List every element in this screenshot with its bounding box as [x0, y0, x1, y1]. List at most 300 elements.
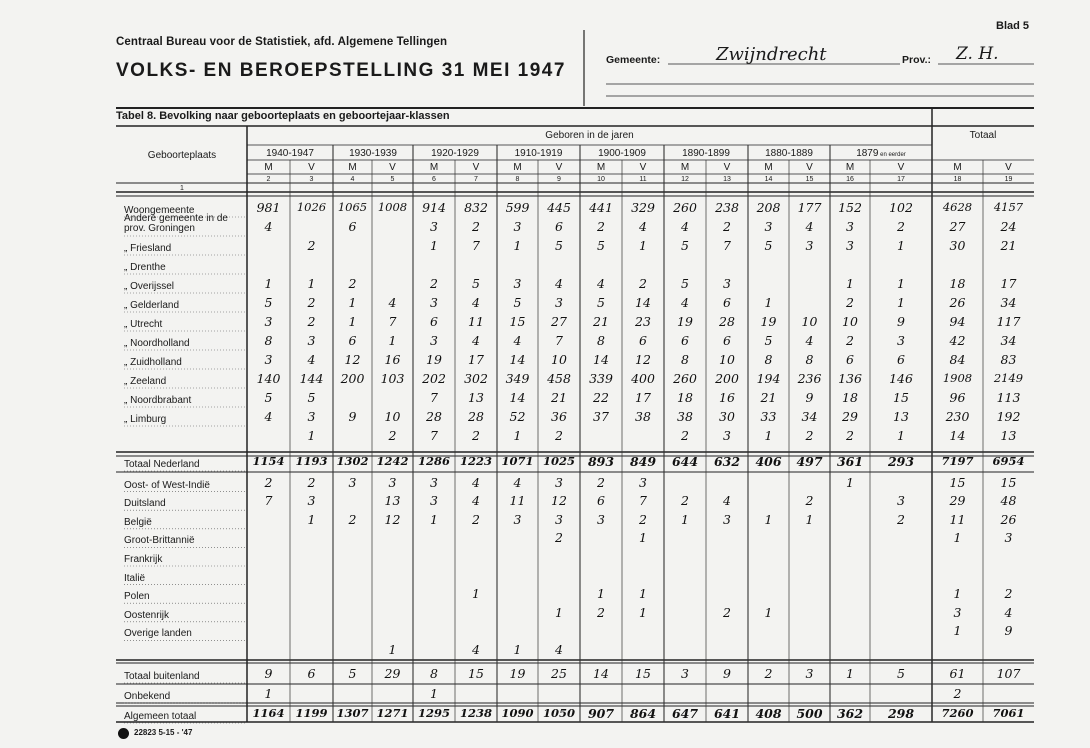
cell-value: 3	[846, 219, 854, 234]
cell-value: 15	[635, 666, 651, 681]
cell-value: 15	[949, 474, 966, 490]
cell-value: 1238	[459, 706, 492, 720]
cell-value: 28	[468, 409, 484, 424]
cell-value: 1	[430, 238, 438, 253]
cell-value: 599	[505, 200, 530, 215]
cell-value: 3	[264, 314, 273, 329]
cell-value: 84	[949, 352, 966, 367]
cell-value: 61	[949, 666, 966, 681]
cell-value: 1199	[295, 706, 328, 720]
cell-value: 6	[639, 333, 647, 348]
cell-value: 16	[384, 352, 401, 367]
cell-value: 1	[805, 511, 814, 527]
cell-value: 3	[764, 219, 773, 234]
cell-value: 2	[846, 333, 854, 348]
col-totaal: Totaal	[969, 130, 997, 141]
cell-value: 9	[723, 666, 731, 681]
cell-value: 6	[681, 333, 689, 348]
cell-value: 302	[464, 371, 488, 386]
group-header: 1910-1919	[514, 148, 563, 159]
cell-value: 19	[760, 314, 777, 329]
cell-value: 4	[264, 409, 273, 424]
cell-value: 500	[796, 706, 823, 721]
row-label: „ Gelderland	[124, 300, 180, 311]
cell-value: 361	[836, 454, 864, 469]
cell-value: 641	[713, 706, 741, 721]
cell-value: 4	[639, 219, 647, 234]
cell-value: 208	[756, 200, 781, 215]
cell-value: 6	[897, 352, 905, 367]
cell-value: 2	[597, 604, 605, 620]
page-number: Blad 5	[996, 20, 1030, 32]
cell-value: 2	[555, 428, 563, 443]
cell-value: 2	[846, 428, 854, 443]
cell-value: 445	[547, 200, 571, 215]
cell-value: 17	[468, 352, 484, 367]
cell-value: 200	[340, 371, 365, 386]
cell-value: 200	[715, 371, 739, 386]
cell-value: 12	[551, 493, 567, 509]
cell-value: 1	[639, 586, 647, 602]
cell-value: 1164	[252, 706, 285, 720]
row-label: „ Overijssel	[124, 281, 175, 292]
cell-value: 6	[348, 219, 357, 234]
cell-value: 1	[348, 295, 357, 310]
cell-value: 7	[430, 428, 438, 443]
cell-value: 1	[388, 333, 397, 348]
cell-value: 849	[629, 454, 657, 469]
cell-value: 7	[388, 314, 397, 329]
cell-value: 136	[838, 371, 862, 386]
cell-value: 24	[1000, 219, 1017, 234]
cell-value: 2	[805, 493, 814, 509]
cell-value: 408	[755, 706, 782, 721]
cell-value: 3	[264, 352, 273, 367]
col-number: 10	[597, 176, 605, 183]
cell-value: 1	[846, 666, 854, 681]
cell-value: 3	[723, 428, 731, 443]
cell-value: 349	[505, 371, 530, 386]
sex-header: M	[845, 162, 855, 173]
cell-value: 2	[472, 219, 480, 234]
province-value: Z. H.	[956, 44, 999, 64]
col-number: 2	[266, 176, 271, 183]
cell-value: 339	[589, 371, 613, 386]
row-label: Polen	[124, 591, 150, 603]
cell-value: 497	[796, 454, 823, 469]
cell-value: 236	[797, 371, 822, 386]
cell-value: 1	[348, 314, 357, 329]
cell-value: 2	[897, 511, 905, 527]
cell-value: 9	[264, 666, 273, 681]
col-geboorteplaats: Geboorteplaats	[147, 150, 217, 161]
gemeente-value: Zwijndrecht	[716, 44, 827, 65]
col-number: 16	[846, 176, 854, 183]
cell-value: 11	[509, 493, 526, 509]
cell-value: 52	[509, 409, 526, 424]
cell-value: 5	[597, 238, 605, 253]
cell-value: 1193	[295, 454, 328, 468]
cell-value: 29	[949, 493, 966, 509]
cell-value: 5	[555, 238, 563, 253]
col-number: 6	[432, 176, 436, 183]
row-label: België	[124, 516, 152, 528]
group-header: 1880-1889	[765, 148, 813, 159]
cell-value: 6	[307, 666, 316, 681]
cell-value: 117	[996, 314, 1021, 329]
cell-value: 298	[887, 706, 915, 721]
eerder-label: en eerder	[878, 152, 906, 158]
cell-value: 103	[380, 371, 405, 386]
cell-value: 4	[513, 474, 522, 490]
group-header: 1920-1929	[431, 148, 479, 159]
cell-value: 1223	[459, 454, 492, 468]
cell-value: 7197	[941, 454, 974, 468]
group-header: 1930-1939	[349, 148, 397, 159]
cell-value: 4628	[942, 200, 973, 214]
cell-value: 238	[715, 200, 739, 215]
cell-value: 29	[842, 409, 858, 424]
row-label: Onbekend	[124, 691, 171, 702]
cell-value: 27	[551, 314, 567, 329]
cell-value: 8	[681, 352, 689, 367]
cell-value: 914	[422, 200, 446, 215]
sex-header: V	[897, 162, 905, 173]
cell-value: 26	[1000, 511, 1017, 527]
col-number: 19	[1004, 176, 1013, 183]
cell-value: 406	[755, 454, 782, 469]
cell-value: 13	[468, 390, 484, 405]
cell-value: 21	[760, 390, 777, 405]
cell-value: 12	[384, 511, 401, 527]
cell-value: 33	[760, 409, 777, 424]
cell-value: 5	[897, 666, 905, 681]
sex-header: M	[513, 162, 522, 173]
cell-value: 230	[945, 409, 970, 424]
cell-value: 4	[307, 352, 316, 367]
cell-value: 2	[846, 295, 854, 310]
cell-value: 293	[887, 454, 915, 469]
cell-value: 3	[430, 219, 438, 234]
cell-value: 7	[555, 333, 563, 348]
cell-value: 260	[673, 371, 697, 386]
cell-value: 2	[805, 428, 814, 443]
row-label: Frankrijk	[124, 554, 163, 565]
cell-value: 17	[635, 390, 651, 405]
cell-value: 11	[468, 314, 484, 329]
cell-value: 7	[723, 238, 731, 253]
cell-value: 5	[472, 276, 480, 291]
cell-value: 2	[264, 474, 273, 490]
cell-value: 19	[677, 314, 693, 329]
col-number: 3	[309, 176, 314, 183]
cell-value: 13	[1000, 428, 1017, 443]
cell-value: 15	[1000, 474, 1017, 490]
cell-value: 4	[555, 276, 563, 291]
col-number: 18	[953, 176, 962, 183]
col-number: 12	[681, 176, 689, 183]
cell-value: 3	[723, 511, 731, 527]
cell-value: 37	[593, 409, 609, 424]
cell-value: 6	[430, 314, 438, 329]
group-header: 1900-1909	[598, 148, 646, 159]
cell-value: 1295	[417, 706, 450, 720]
institution-name: Centraal Bureau voor de Statistiek, afd. Algemene Tellingen	[116, 36, 448, 48]
cell-value: 4	[1004, 604, 1013, 620]
col-number: 4	[350, 176, 355, 183]
cell-value: 1	[513, 238, 522, 253]
cell-value: 2	[723, 219, 731, 234]
cell-value: 3	[388, 474, 397, 490]
cell-value: 632	[713, 454, 741, 469]
cell-value: 400	[631, 371, 655, 386]
cell-value: 441	[589, 200, 613, 215]
cell-value: 362	[836, 706, 864, 721]
cell-value: 1	[846, 474, 854, 490]
cell-value: 4	[472, 493, 480, 509]
cell-value: 23	[635, 314, 651, 329]
cell-value: 3	[513, 276, 522, 291]
cell-value: 192	[996, 409, 1021, 424]
cell-value: 4	[681, 219, 689, 234]
cell-value: 1008	[377, 200, 408, 214]
sex-header: M	[348, 162, 357, 173]
print-code: 22823 5-15 - '47	[134, 728, 193, 737]
cell-value: 1	[764, 295, 773, 310]
cell-value: 7	[472, 238, 480, 253]
cell-value: 2	[555, 530, 563, 546]
cell-value: 1026	[296, 200, 327, 214]
cell-value: 832	[464, 200, 488, 215]
cell-value: 14	[509, 390, 526, 405]
sex-header: M	[953, 162, 962, 173]
sex-header: V	[639, 162, 647, 173]
cell-value: 3	[805, 238, 814, 253]
cell-value: 38	[635, 409, 651, 424]
cell-value: 4157	[993, 200, 1024, 214]
sex-header: V	[806, 162, 813, 173]
cell-value: 647	[671, 706, 699, 721]
row-label: Totaal buitenland	[124, 671, 200, 682]
cell-value: 1	[597, 586, 605, 602]
row-label: „ Zeeland	[124, 376, 167, 387]
cell-value: 15	[468, 666, 484, 681]
row-label: „ Limburg	[124, 414, 167, 425]
cell-value: 107	[996, 666, 1021, 681]
cell-value: 13	[384, 493, 401, 509]
row-label: „ Friesland	[124, 243, 172, 254]
cell-value: 4	[388, 295, 397, 310]
cell-value: 5	[264, 295, 273, 310]
cell-value: 3	[307, 333, 316, 348]
cell-value: 4	[805, 333, 814, 348]
cell-value: 21	[593, 314, 609, 329]
cell-value: 7	[430, 390, 438, 405]
cell-value: 3	[513, 219, 522, 234]
cell-value: 1	[639, 238, 647, 253]
cell-value: 26	[949, 295, 966, 310]
row-label: „ Noordbrabant	[124, 395, 192, 406]
cell-value: 36	[551, 409, 567, 424]
cell-value: 2	[723, 604, 731, 620]
cell-value: 22	[593, 390, 609, 405]
cell-value: 13	[893, 409, 909, 424]
cell-value: 2149	[993, 371, 1024, 385]
cell-value: 1	[953, 530, 962, 546]
cell-value: 15	[893, 390, 909, 405]
sex-header: M	[264, 162, 273, 173]
cell-value: 4	[472, 333, 480, 348]
cell-value: 9	[348, 409, 357, 424]
cell-value: 10	[551, 352, 567, 367]
cell-value: 19	[509, 666, 526, 681]
cell-value: 3	[555, 511, 563, 527]
cell-value: 4	[264, 219, 273, 234]
cell-value: 2	[1004, 586, 1013, 602]
cell-value: 3	[430, 333, 438, 348]
cell-value: 10	[842, 314, 858, 329]
cell-value: 30	[949, 238, 966, 253]
cell-value: 1	[764, 604, 773, 620]
cell-value: 14	[593, 352, 609, 367]
cell-value: 2	[472, 511, 480, 527]
cell-value: 4	[472, 642, 480, 657]
cell-value: 1	[472, 586, 480, 602]
cell-value: 1307	[336, 706, 369, 720]
cell-value: 5	[681, 276, 689, 291]
cell-value: 7260	[941, 706, 974, 720]
cell-value: 11	[949, 511, 966, 527]
cell-value: 2	[348, 511, 357, 527]
cell-value: 2	[597, 219, 605, 234]
cell-value: 1	[897, 428, 905, 443]
cell-value: 4	[513, 333, 522, 348]
cell-value: 7	[639, 493, 647, 509]
cell-value: 1	[846, 276, 854, 291]
row-label: Totaal Nederland	[124, 459, 200, 470]
col-number: 1	[180, 185, 184, 192]
cell-value: 644	[671, 454, 699, 469]
cell-value: 14	[949, 428, 966, 443]
cell-value: 3	[430, 493, 438, 509]
cell-value: 96	[949, 390, 966, 405]
cell-value: 1	[430, 511, 438, 527]
sex-header: M	[596, 162, 606, 173]
cell-value: 1071	[501, 454, 534, 468]
cell-value: 3	[723, 276, 731, 291]
cell-value: 6	[723, 333, 731, 348]
cell-value: 6	[597, 493, 605, 509]
cell-value: 6	[846, 352, 854, 367]
group-header: 1879 en eerder	[856, 148, 906, 159]
cell-value: 25	[551, 666, 567, 681]
cell-value: 1	[388, 642, 397, 657]
cell-value: 458	[547, 371, 571, 386]
cell-value: 3	[555, 295, 563, 310]
cell-value: 3	[430, 295, 438, 310]
cell-value: 8	[597, 333, 605, 348]
cell-value: 42	[949, 333, 966, 348]
cell-value: 3	[953, 604, 962, 620]
cell-value: 10	[384, 409, 401, 424]
group-header: 1890-1899	[682, 148, 730, 159]
row-label: Overige landen	[124, 628, 192, 640]
row-label: Duitsland	[124, 498, 166, 510]
cell-value: 102	[889, 200, 913, 215]
cell-value: 2	[764, 666, 773, 681]
col-number: 17	[897, 176, 905, 183]
row-label: Andere gemeente in de prov. Groningen	[124, 213, 228, 234]
cell-value: 1	[897, 276, 905, 291]
cell-value: 5	[764, 238, 773, 253]
cbs-logo-icon	[118, 728, 129, 739]
cell-value: 4	[805, 219, 814, 234]
cell-value: 3	[805, 666, 814, 681]
cell-value: 17	[1000, 276, 1017, 291]
sex-header: V	[555, 162, 563, 173]
cell-value: 28	[719, 314, 735, 329]
cell-value: 113	[996, 390, 1021, 405]
col-geboren: Geboren in de jaren	[545, 130, 634, 141]
cell-value: 34	[801, 409, 818, 424]
cell-value: 2	[681, 428, 689, 443]
cell-value: 1154	[252, 454, 285, 468]
cell-value: 34	[1000, 333, 1017, 348]
row-label: „ Zuidholland	[124, 357, 182, 368]
cell-value: 9	[897, 314, 905, 329]
cell-value: 6	[348, 333, 357, 348]
sex-header: V	[308, 162, 315, 173]
cell-value: 144	[299, 371, 324, 386]
cell-value: 4	[723, 493, 731, 509]
cell-value: 3	[1004, 530, 1013, 546]
cell-value: 4	[681, 295, 689, 310]
cell-value: 29	[384, 666, 401, 681]
cell-value: 21	[551, 390, 567, 405]
cell-value: 3	[307, 493, 316, 509]
cell-value: 3	[897, 333, 905, 348]
cell-value: 1050	[542, 706, 575, 720]
province-label: Prov.:	[902, 54, 931, 66]
cell-value: 2	[307, 314, 316, 329]
cell-value: 3	[348, 474, 357, 490]
cell-value: 1	[764, 428, 773, 443]
cell-value: 2	[307, 238, 316, 253]
sex-header: V	[723, 162, 731, 173]
cell-value: 3	[307, 409, 316, 424]
cell-value: 1	[264, 686, 273, 701]
cell-value: 146	[889, 371, 913, 386]
cell-value: 8	[430, 666, 438, 681]
cell-value: 2	[597, 474, 605, 490]
cell-value: 10	[801, 314, 818, 329]
cell-value: 1	[764, 511, 773, 527]
cell-value: 1286	[417, 454, 450, 468]
cell-value: 864	[629, 706, 657, 721]
row-label: „ Drenthe	[124, 262, 166, 273]
cell-value: 4	[597, 276, 605, 291]
cell-value: 1302	[336, 454, 369, 468]
cell-value: 6	[555, 219, 563, 234]
cell-value: 1	[555, 604, 563, 620]
cell-value: 5	[597, 295, 605, 310]
cell-value: 1271	[376, 706, 409, 720]
cell-value: 1	[307, 276, 316, 291]
group-header: 1940-1947	[266, 148, 314, 159]
row-label: „ Utrecht	[124, 319, 163, 330]
cell-value: 140	[256, 371, 281, 386]
cell-value: 15	[509, 314, 526, 329]
